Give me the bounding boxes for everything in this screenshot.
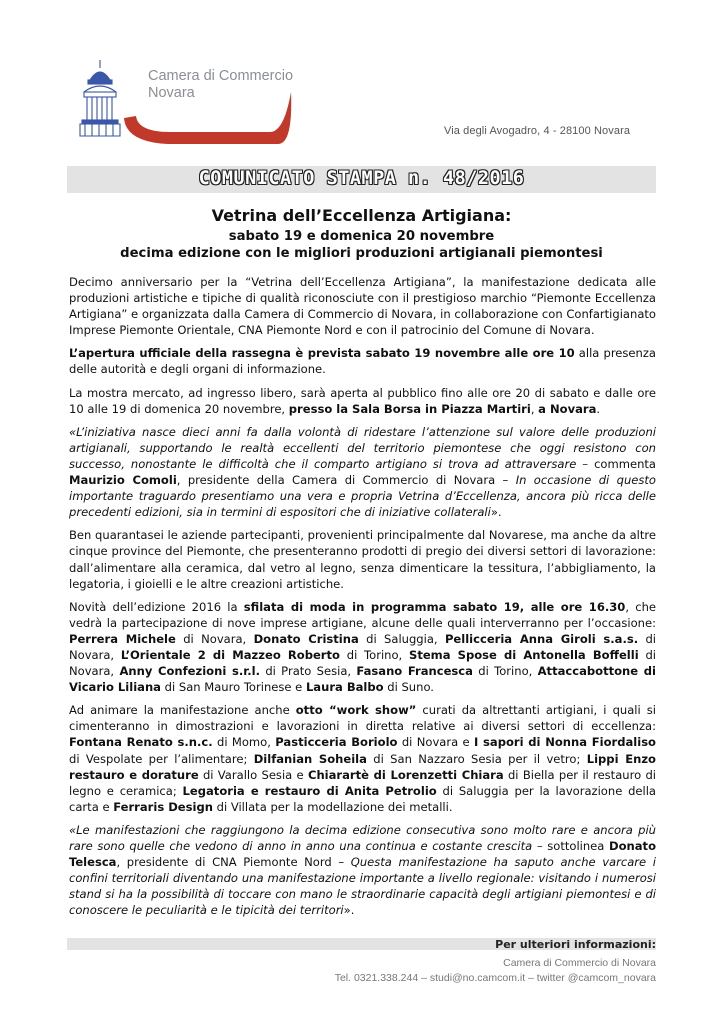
speaker-telesca: Donato Telesca bbox=[69, 839, 656, 870]
paragraph-opening: L’apertura ufficiale della rassegna è prevista sabato 19 novembre alle ore 10 alla presenza delle autorità e degli organi di informazione. bbox=[69, 346, 656, 377]
press-release-title: COMUNICATO STAMPA n. 48/2016 bbox=[198, 168, 525, 189]
paragraph-work-show: Ad animare la manifestazione anche otto “work show” curati da altrettanti artigiani, i quali si cimenteranno in dimostrazioni e lavorazioni in diretta relative ai diversi settori di eccellenza: Fontana Renato s.n.c. di Momo, Pasticceria Boriolo di Novara e I sapori di Nonna Fiordaliso di Vespolate per l’alimentare; Dilfanian Soheila di San Nazzaro Sesia per il vetro; Lippi Enzo restauro e dorature di Varallo Sesia e Chiarartè di Lorenzetti Chiara di Biella per il restauro di legno e ceramica; Legatoria e restauro di Anita Petrolio di Saluggia per la lavorazione della carta e Ferraris Design di Villata per la modellazione dei metalli. bbox=[69, 703, 657, 814]
speaker-comoli: Maurizio Comoli bbox=[69, 473, 177, 488]
press-release-banner bbox=[67, 166, 656, 193]
paragraph-quote-comoli: «L’iniziativa nasce dieci anni fa dalla volontà di ridestare l’attenzione sul valore delle produzioni artigianali, supportando le realtà eccellenti del territorio piemontese che oggi resistono con successo, nonostante le difficoltà che il comparto artigiano si trova ad attraversare – commenta Maurizio Comoli, presidente della Camera di Commercio di Novara – In occasione di questo importante traguardo presentiamo una vera e propria Vetrina d’Eccellenza, ancora più ricca delle precedenti edizioni, sia in termini di espositori che di iniziative collaterali». bbox=[69, 424, 656, 520]
org-name-line1: Camera di Commercio bbox=[148, 68, 294, 84]
headline-title: Vetrina dell’Eccellenza Artigiana: bbox=[211, 206, 512, 225]
org-name bbox=[148, 68, 293, 102]
paragraph-venue: La mostra mercato, ad ingresso libero, sarà aperta al pubblico fino alle ore 20 di sabato e dalle ore 10 alle 19 di domenica 20 novembre, presso la Sala Borsa in Piazza Martiri, a Novara. bbox=[69, 385, 656, 416]
paragraph-quote-telesca: «Le manifestazioni che raggiungono la decima edizione consecutiva sono molto rare e ancora più rare sono quelle che vedono di anno in anno una continua e costante crescita – sottolinea Donato Telesca, presidente di CNA Piemonte Nord – Questa manifestazione ha saputo anche varcare i confini territoriali diventando una manifestazione importante a livello regionale: visitando i numerosi stand si ha la possibilità di toccare con mano le straordinarie capacità degli artigiani piemontesi e di conoscere le peculiarità e le tipicità dei territori». bbox=[69, 822, 656, 918]
header-address: Via degli Avogadro, 4 - 28100 Novara bbox=[444, 125, 631, 137]
venue-highlight: presso la Sala Borsa in Piazza Martiri bbox=[288, 401, 531, 416]
article-body bbox=[69, 274, 656, 925]
paragraph-participants: Ben quarantasei le aziende partecipanti, provenienti principalmente dal Novarese, ma anche da altre cinque province del Piemonte, che presenteranno prodotti di pregio dei diversi settori di lavorazione: dall’alimentare alla ceramica, dal vetro al legno, senza dimenticare la tessitura, l’abbigliamento, la legatoria, i gioielli e le altre creazioni artistiche. bbox=[69, 528, 656, 591]
footer-org: Camera di Commercio di Novara bbox=[503, 957, 656, 969]
footer-contacts: Tel. 0321.338.244 – studi@no.camcom.it – twitter @camcom_novara bbox=[334, 972, 656, 984]
paragraph-intro: Decimo anniversario per la “Vetrina dell’Eccellenza Artigiana”, la manifestazione dedicata alle produzioni artistiche e tipiche di qualità riconosciute con il prestigioso marchio “Piemonte Eccellenza Artigiana” e organizzata dalla Camera di Commercio di Novara, in collaborazione con Confartigianato Imprese Piemonte Orientale, CNA Piemonte Nord e con il patrocinio del Comune di Novara. bbox=[69, 275, 656, 338]
headline-subtitle-dates: sabato 19 e domenica 20 novembre bbox=[228, 229, 495, 244]
footer-title: Per ulteriori informazioni: bbox=[495, 938, 656, 951]
headline-subtitle-edition: decima edizione con le migliori produzioni artigianali piemontesi bbox=[120, 246, 603, 261]
dome-building-icon bbox=[80, 60, 120, 136]
paragraph-fashion-show: Novità dell’edizione 2016 la sfilata di moda in programma sabato 19, alle ore 16.30, che vedrà la partecipazione di nove imprese artigiane, alcune delle quali interverranno per l’occasione: Perrera Michele di Novara, Donato Cristina di Saluggia, Pellicceria Anna Giroli s.a.s. di Novara, L’Orientale 2 di Mazzeo Roberto di Torino, Stema Spose di Antonella Boffelli di Novara, Anny Confezioni s.r.l. di Prato Sesia, Fasano Francesca di Torino, Attaccabottone di Vicario Liliana di San Mauro Torinese e Laura Balbo di Suno. bbox=[69, 599, 656, 695]
org-name-line2: Novara bbox=[148, 85, 195, 101]
opening-highlight: L’apertura ufficiale della rassegna è prevista sabato 19 novembre alle ore 10 bbox=[69, 346, 575, 361]
